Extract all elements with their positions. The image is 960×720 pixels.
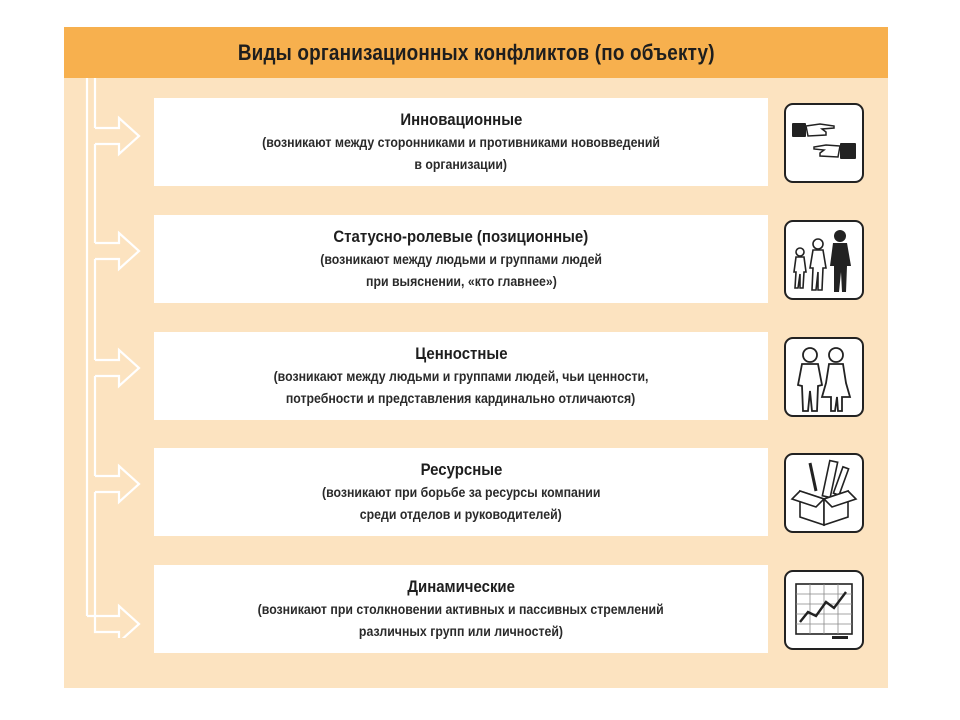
pointing-hands-icon <box>784 103 864 183</box>
conflict-card-resources <box>154 448 768 536</box>
card-description: (возникают при столкновении активных и пассивных стремлений <box>258 601 664 617</box>
card-description: различных групп или личностей) <box>358 623 564 639</box>
card-description: (возникают между людьми и группами людей, чьи ценности, <box>273 368 649 384</box>
card-description: (возникают между сторонниками и противниками нововведений <box>262 134 660 150</box>
people-group-icon <box>784 220 864 300</box>
growth-chart-icon <box>784 570 864 650</box>
conflict-card-status-role <box>154 215 768 303</box>
connector-arrows <box>64 78 154 638</box>
card-description: потребности и представления кардинально отличаются) <box>286 390 636 406</box>
card-description: (возникают между людьми и группами людей <box>320 251 602 267</box>
conflict-card-innovation <box>154 98 768 186</box>
diagram-title: Виды организационных конфликтов (по объекту) <box>237 39 715 65</box>
card-title: Статусно-ролевые (позиционные) <box>333 227 589 246</box>
card-title: Ценностные <box>414 344 508 363</box>
resource-box-icon <box>784 453 864 533</box>
card-title: Ресурсные <box>420 460 502 479</box>
card-description: (возникают при борьбе за ресурсы компании <box>321 484 601 500</box>
conflict-card-values <box>154 332 768 420</box>
conflict-card-dynamic <box>154 565 768 653</box>
card-description: при выяснении, «кто главнее») <box>365 273 557 289</box>
diagram-header <box>64 27 888 78</box>
card-title: Динамические <box>407 577 515 596</box>
card-description: среди отделов и руководителей) <box>360 506 562 522</box>
card-title: Инновационные <box>400 110 522 129</box>
card-description: в организации) <box>414 156 508 172</box>
man-woman-icon <box>784 337 864 417</box>
